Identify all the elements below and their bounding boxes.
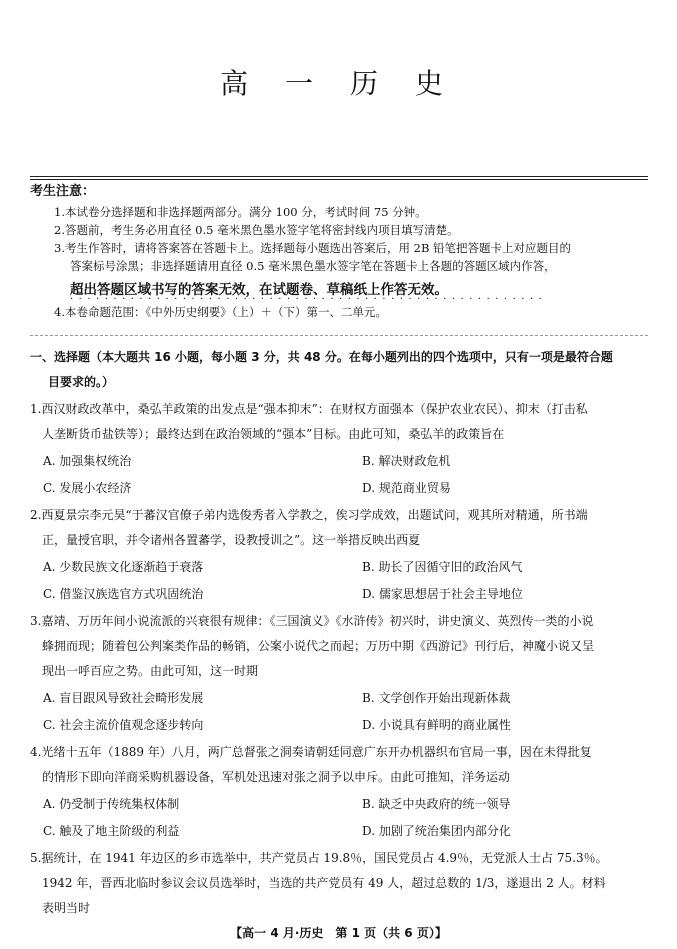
question-3-option-b: B. 文学创作开始出现新体裁	[362, 691, 511, 705]
question-3-option-c: C. 社会主流价值观念逐步转向	[43, 718, 204, 732]
question-1-text: 1.西汉财政改革中，桑弘羊政策的出发点是“强本抑末”：在财权方面强本（保护农业农民）、抑末（打击私	[30, 402, 588, 416]
notice-item: 答案标号涂黑；非选择题请用直径 0.5 毫米黑色墨水签字笔在答题卡上各题的答题区域内作答，	[70, 259, 556, 273]
notice-item: 3.考生作答时，请将答案答在答题卡上。选择题每小题选出答案后，用 2B 铅笔把答题卡上对应题目的	[54, 241, 572, 255]
question-1-option-b: B. 解决财政危机	[362, 454, 451, 468]
question-2-option-b: B. 助长了因循守旧的政治风气	[362, 560, 523, 574]
question-2-text: 正，量授官职，并令诸州各置蕃学，设教授训之”。这一举措反映出西夏	[42, 533, 421, 547]
question-1-option-d: D. 规范商业贸易	[362, 481, 451, 495]
question-2-option-c: C. 借鉴汉族选官方式巩固统治	[43, 587, 204, 601]
page-title: 高 一 历 史	[220, 67, 457, 100]
question-5-text: 1942 年，晋西北临时参议会议员选举时，当选的共产党员有 49 人，超过总数的 1/3，遂退出 2 人。材料	[42, 876, 606, 890]
question-5-text: 表明当时	[42, 901, 91, 915]
question-3-option-a: A. 盲目跟风导致社会畸形发展	[43, 691, 204, 705]
notice-item: 2.答题前，考生务必用直径 0.5 毫米黑色墨水签字笔将密封线内项目填写清楚。	[54, 223, 459, 237]
question-2-option-d: D. 儒家思想居于社会主导地位	[362, 587, 523, 601]
question-4-text: 4.光绪十五年（1889 年）八月，两广总督张之洞奏请朝廷同意广东开办机器织布官局一事，因在未得批复	[30, 745, 592, 759]
question-4-option-b: B. 缺乏中央政府的统一领导	[362, 797, 511, 811]
emphasis-dots: ·······················································	[70, 294, 548, 305]
question-4-option-d: D. 加剧了统治集团内部分化	[362, 824, 511, 838]
question-4-text: 的情形下即向洋商采购机器设备，军机处迅速对张之洞予以申斥。由此可推知，洋务运动	[42, 770, 511, 784]
question-3-text: 蜂拥而现；随着包公判案类作品的畅销，公案小说代之而起；万历中期《西游记》刊行后，神魔小说又呈	[42, 639, 595, 653]
notice-emphasis: 超出答题区域书写的答案无效，在试题卷、草稿纸上作答无效。	[70, 282, 448, 298]
question-3-text: 3.嘉靖、万历年间小说流派的兴衰很有规律：《三国演义》《水浒传》初兴时，讲史演义、英烈传一类的小说	[30, 614, 594, 628]
section-heading-cont: 目要求的。）	[48, 375, 115, 389]
question-3-text: 现出一呼百应之势。由此可知，这一时期	[42, 664, 259, 678]
notice-heading: 考生注意：	[30, 184, 96, 199]
question-4-option-c: C. 触及了地主阶级的利益	[43, 824, 180, 838]
question-1-option-a: A. 加强集权统治	[43, 454, 132, 468]
divider-top-inner	[30, 179, 648, 180]
page-footer: 【高一 4 月·历史 第 1 页（共 6 页）】	[230, 926, 447, 940]
question-1-text: 人垄断货币盐铁等）；最终达到在政治领域的“强本”目标。由此可知，桑弘羊的政策旨在	[42, 427, 505, 441]
question-4-option-a: A. 仍受制于传统集权体制	[43, 797, 180, 811]
notice-item: 1.本试卷分选择题和非选择题两部分。满分 100 分，考试时间 75 分钟。	[54, 205, 427, 219]
question-2-option-a: A. 少数民族文化逐渐趋于衰落	[43, 560, 204, 574]
section-heading: 一、选择题（本大题共 16 小题，每小题 3 分，共 48 分。在每小题列出的四个选项中，只有一项是最符合题	[30, 350, 613, 364]
divider-section	[30, 335, 648, 336]
question-3-option-d: D. 小说具有鲜明的商业属性	[362, 718, 511, 732]
question-1-option-c: C. 发展小农经济	[43, 481, 132, 495]
notice-item: 4.本卷命题范围：《中外历史纲要》（上）＋（下）第一、二单元。	[54, 305, 387, 319]
divider-top	[30, 176, 648, 177]
question-2-text: 2.西夏景宗李元昊“于蕃汉官僚子弟内选俊秀者入学教之，俟习学成效，出题试问，观其所对精通，所书端	[30, 508, 588, 522]
question-5-text: 5.据统计，在 1941 年边区的乡市选举中，共产党员占 19.8％，国民党员占 4.9％，无党派人士占 75.3％。	[30, 851, 608, 865]
